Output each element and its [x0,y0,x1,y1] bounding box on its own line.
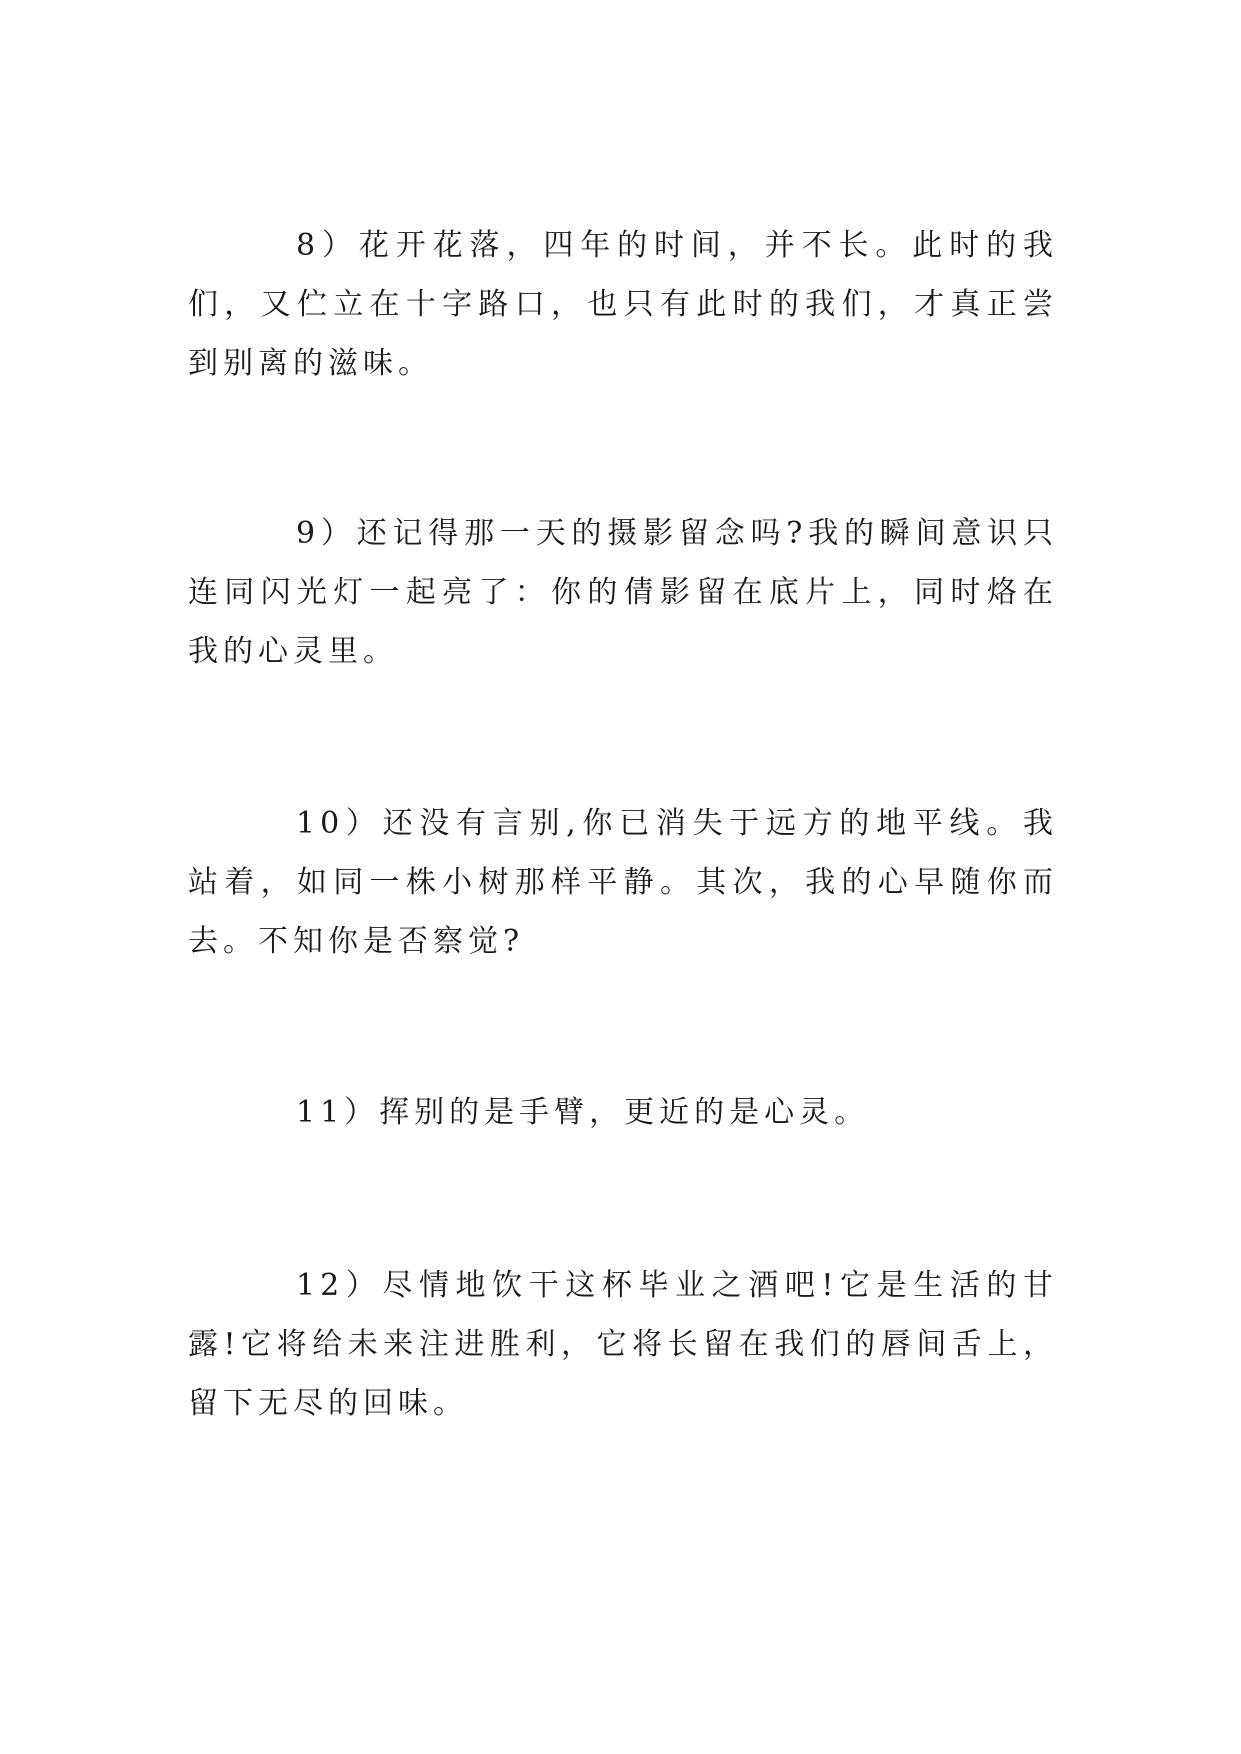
paragraph-12: 12）尽情地饮干这杯毕业之酒吧!它是生活的甘露!它将给未来注进胜利，它将长留在我们的唇间舌上，留下无尽的回味。 [188,1268,1058,1421]
paragraph-10: 10）还没有言别,你已消失于远方的地平线。我站着，如同一株小树那样平静。其次，我的心早随你而去。不知你是否察觉? [188,806,1058,959]
paragraph-11: 11）挥别的是手臂，更近的是心灵。 [296,1095,870,1130]
paragraph-8: 8）花开花落，四年的时间，并不长。此时的我们，又伫立在十字路口，也只有此时的我们，才真正尝到别离的滋味。 [188,228,1058,381]
paragraph-9: 9）还记得那一天的摄影留念吗?我的瞬间意识只连同闪光灯一起亮了：你的倩影留在底片上，同时烙在我的心灵里。 [188,516,1058,669]
